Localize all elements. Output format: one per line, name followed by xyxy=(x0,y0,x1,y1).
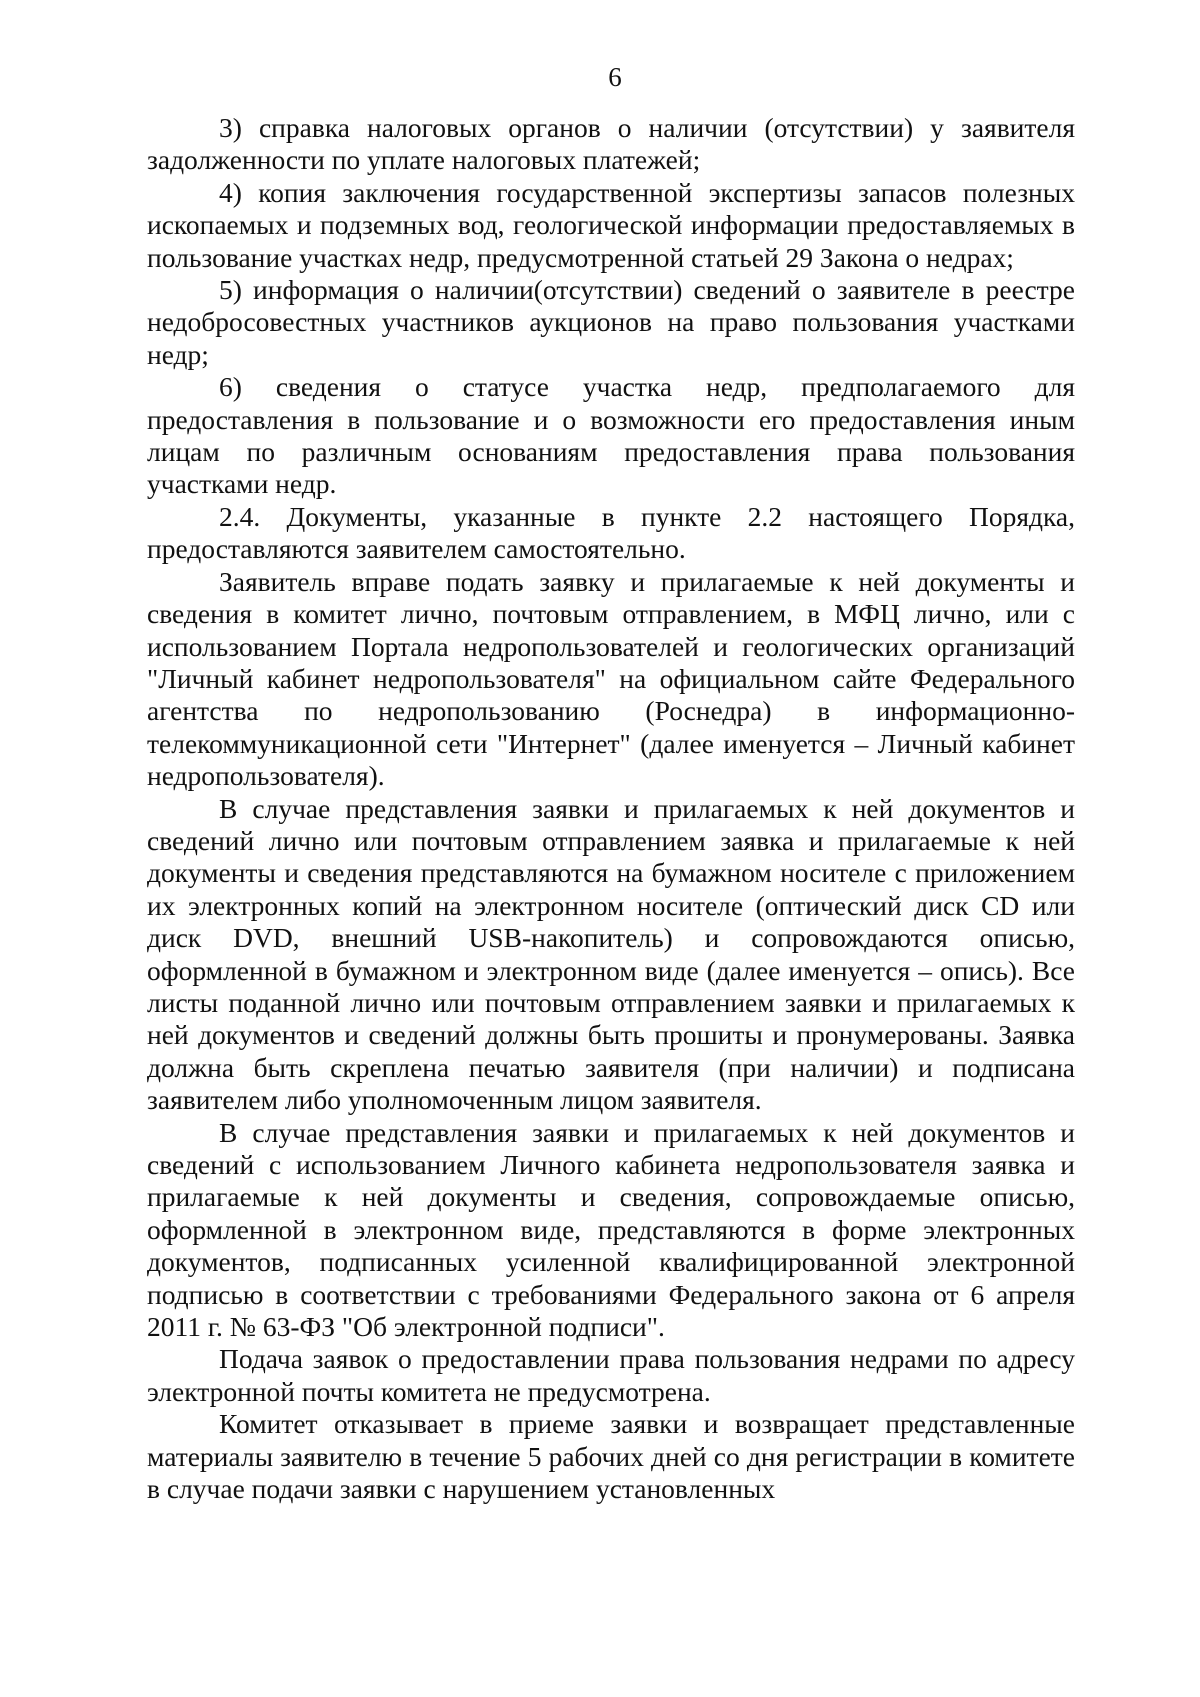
paragraph-item-4: 4) копия заключения государственной экспертизы запасов полезных ископаемых и подземных вод, геологической информации предоставляемых в пользование участках недр, предусмотренной статьей 29 Закона о недрах; xyxy=(147,176,1075,273)
paragraph-submission-methods: Заявитель вправе подать заявку и прилагаемые к ней документы и сведения в комитет лично, почтовым отправлением, в МФЦ лично, или с использованием Портала недропользователей и геологических организаций "Личный кабинет недропользователя" на официальном сайте Федерального агентства по недропользованию (Роснедра) в информационно-телекоммуникационной сети "Интернет" (далее именуется – Личный кабинет недропользователя). xyxy=(147,565,1075,792)
paragraph-item-6: 6) сведения о статусе участка недр, предполагаемого для предоставления в пользование и о возможности его предоставления иным лицам по различным основаниям предоставления права пользования участками недр. xyxy=(147,371,1075,500)
page-number: 6 xyxy=(608,62,622,92)
paragraph-clause-2-4: 2.4. Документы, указанные в пункте 2.2 настоящего Порядка, предоставляются заявителем самостоятельно. xyxy=(147,500,1075,565)
paragraph-paper-submission: В случае представления заявки и прилагаемых к ней документов и сведений лично или почтовым отправлением заявка и прилагаемые к ней документы и сведения представляются на бумажном носителе с приложением их электронных копий на электронном носителе (оптический диск CD или диск DVD, внешний USB-накопитель) и сопровождаются описью, оформленной в бумажном и электронном виде (далее именуется – опись). Все листы поданной лично или почтовым отправлением заявки и прилагаемых к ней документов и сведений должны быть прошиты и пронумерованы. Заявка должна быть скреплена печатью заявителя (при наличии) и подписана заявителем либо уполномоченным лицом заявителя. xyxy=(147,792,1075,1116)
paragraph-item-5: 5) информация о наличии(отсутствии) сведений о заявителе в реестре недобросовестных участников аукционов на право пользования участками недр; xyxy=(147,274,1075,370)
paragraph-electronic-submission: В случае представления заявки и прилагаемых к ней документов и сведений с использованием Личного кабинета недропользователя заявка и прилагаемые к ней документы и сведения, сопровождаемые описью, оформленной в электронном виде, представляются в форме электронных документов, подписанных усиленной квалифицированной электронной подписью в соответствии с требованиями Федерального закона от 6 апреля 2011 г. № 63-ФЗ "Об электронной подписи". xyxy=(147,1116,1075,1343)
paragraph-refusal: Комитет отказывает в приеме заявки и возвращает представленные материалы заявителю в течение 5 рабочих дней со дня регистрации в комитете в случае подачи заявки с нарушением установленных xyxy=(147,1408,1075,1505)
document-body xyxy=(147,112,1075,1505)
paragraph-email-not-accepted: Подача заявок о предоставлении права пользования недрами по адресу электронной почты комитета не предусмотрена. xyxy=(147,1343,1075,1407)
paragraph-item-3: 3) справка налоговых органов о наличии (отсутствии) у заявителя задолженности по уплате налоговых платежей; xyxy=(147,112,1075,176)
